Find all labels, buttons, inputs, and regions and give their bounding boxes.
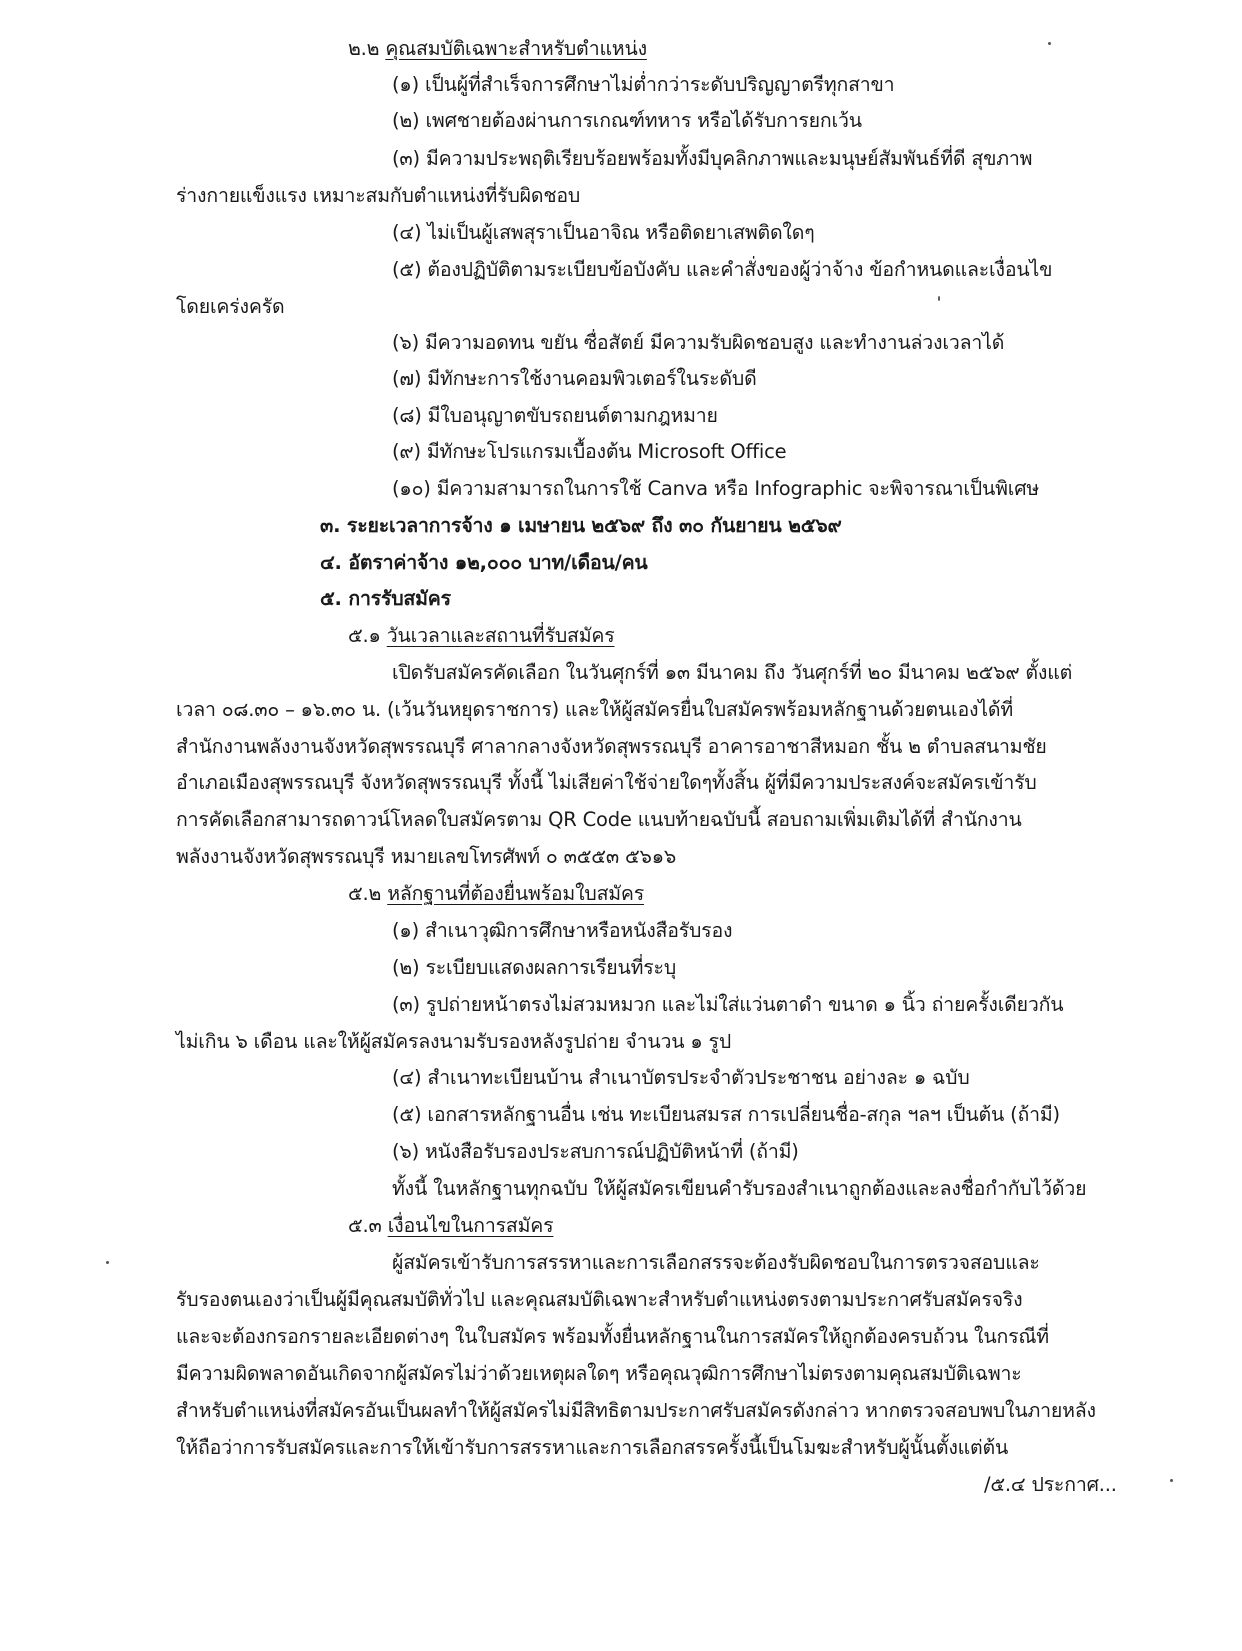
section-5-3-heading (348, 1212, 553, 1240)
section-3-employment-period: ๓. ระยะเวลาการจ้าง ๑ เมษายน ๒๕๖๙ ถึง ๓๐ กันยายน ๒๕๖๙ (320, 514, 842, 537)
qualification-item-6: (๖) มีความอดทน ขยัน ซื่อสัตย์ มีความรับผิดชอบสูง และทำงานล่วงเวลาได้ (392, 331, 1005, 354)
document-item-3-cont: ไม่เกิน ๖ เดือน และให้ผู้สมัครลงนามรับรองหลังรูปถ่าย จำนวน ๑ รูป (176, 1030, 732, 1053)
next-page-reference: /๕.๔ ประกาศ... (984, 1473, 1117, 1496)
paragraph-line: เปิดรับสมัครคัดเลือก ในวันศุกร์ที่ ๑๓ มีนาคม ถึง วันศุกร์ที่ ๒๐ มีนาคม ๒๕๖๙ ตั้งแต่ (392, 661, 1073, 684)
section-number: ๒.๒ (348, 37, 380, 60)
paragraph-line: เวลา ๐๘.๓๐ – ๑๖.๓๐ น. (เว้นวันหยุดราชการ) และให้ผู้สมัครยื่นใบสมัครพร้อมหลักฐานด้วยตนเองได้ที่ (176, 698, 1014, 721)
section-title: หลักฐานที่ต้องยื่นพร้อมใบสมัคร (387, 882, 645, 905)
paragraph-line: พลังงานจังหวัดสุพรรณบุรี หมายเลขโทรศัพท์ ๐ ๓๕๕๓ ๕๖๑๖ (176, 845, 677, 868)
scan-speck (938, 296, 940, 301)
document-note: ทั้งนี้ ในหลักฐานทุกฉบับ ให้ผู้สมัครเขียนคำรับรองสำเนาถูกต้องและลงชื่อกำกับไว้ด้วย (392, 1177, 1087, 1200)
section-5-1-heading (348, 622, 615, 650)
paragraph-line: สำนักงานพลังงานจังหวัดสุพรรณบุรี ศาลากลางจังหวัดสุพรรณบุรี อาคารอาชาสีหมอก ชั้น ๒ ตำบลสนามชัย (176, 735, 1047, 758)
section-5-2-heading (348, 880, 644, 908)
qualification-item-10: (๑๐) มีความสามารถในการใช้ Canva หรือ Infographic จะพิจารณาเป็นพิเศษ (392, 477, 1040, 500)
document-item-4: (๔) สำเนาทะเบียนบ้าน สำเนาบัตรประจำตัวประชาชน อย่างละ ๑ ฉบับ (392, 1066, 970, 1089)
qualification-item-4: (๔) ไม่เป็นผู้เสพสุราเป็นอาจิณ หรือติดยาเสพติดใดๆ (392, 221, 815, 244)
paragraph-line: และจะต้องกรอกรายละเอียดต่างๆ ในใบสมัคร พร้อมทั้งยื่นหลักฐานในการสมัครให้ถูกต้องครบถ้วน ในกรณีที่ (176, 1325, 1049, 1348)
scan-speck (106, 1261, 109, 1264)
qualification-item-1: (๑) เป็นผู้ที่สำเร็จการศึกษาไม่ต่ำกว่าระดับปริญญาตรีทุกสาขา (392, 73, 895, 96)
qualification-item-3: (๓) มีความประพฤติเรียบร้อยพร้อมทั้งมีบุคลิกภาพและมนุษย์สัมพันธ์ที่ดี สุขภาพ (392, 147, 1033, 170)
document-item-5: (๕) เอกสารหลักฐานอื่น เช่น ทะเบียนสมรส การเปลี่ยนชื่อ-สกุล ฯลฯ เป็นต้น (ถ้ามี) (392, 1103, 1060, 1126)
paragraph-line: การคัดเลือกสามารถดาวน์โหลดใบสมัครตาม QR Code แนบท้ายฉบับนี้ สอบถามเพิ่มเติมได้ที่ สำนักงาน (176, 808, 1022, 831)
paragraph-line: มีความผิดพลาดอันเกิดจากผู้สมัครไม่ว่าด้วยเหตุผลใดๆ หรือคุณวุฒิการศึกษาไม่ตรงตามคุณสมบัติเฉพาะ (176, 1362, 1022, 1385)
paragraph-line: อำเภอเมืองสุพรรณบุรี จังหวัดสุพรรณบุรี ทั้งนี้ ไม่เสียค่าใช้จ่ายใดๆทั้งสิ้น ผู้ที่มีความประสงค์จะสมัครเข้ารับ (176, 771, 1037, 794)
paragraph-line: ให้ถือว่าการรับสมัครและการให้เข้ารับการสรรหาและการเลือกสรรครั้งนี้เป็นโมฆะสำหรับผู้นั้นตั้งแต่ต้น (176, 1436, 1009, 1459)
qualification-item-5-cont: โดยเคร่งครัด (176, 295, 285, 318)
section-number: ๕.๒ (348, 882, 382, 905)
qualification-item-3-cont: ร่างกายแข็งแรง เหมาะสมกับตำแหน่งที่รับผิดชอบ (176, 184, 581, 207)
document-item-2: (๒) ระเบียบแสดงผลการเรียนที่ระบุ (392, 956, 676, 979)
paragraph-line: สำหรับตำแหน่งที่สมัครอันเป็นผลทำให้ผู้สมัครไม่มีสิทธิตามประกาศรับสมัครดังกล่าว หากตรวจสอบพบในภายหลัง (176, 1399, 1096, 1422)
section-2-2-heading (348, 35, 647, 63)
section-title: เงื่อนไขในการสมัคร (387, 1214, 554, 1237)
section-title: วันเวลาและสถานที่รับสมัคร (386, 624, 615, 647)
section-number: ๕.๓ (348, 1214, 382, 1237)
paragraph-line: รับรองตนเองว่าเป็นผู้มีคุณสมบัติทั่วไป และคุณสมบัติเฉพาะสำหรับตำแหน่งตรงตามประกาศรับสมัครจริง (176, 1288, 1023, 1311)
section-5-application: ๕. การรับสมัคร (320, 587, 451, 610)
section-4-wage-rate: ๔. อัตราค่าจ้าง ๑๒,๐๐๐ บาท/เดือน/คน (320, 551, 648, 574)
qualification-item-9: (๙) มีทักษะโปรแกรมเบื้องต้น Microsoft Office (392, 440, 787, 463)
scan-speck (1048, 42, 1051, 45)
qualification-item-7: (๗) มีทักษะการใช้งานคอมพิวเตอร์ในระดับดี (392, 367, 757, 390)
document-item-6: (๖) หนังสือรับรองประสบการณ์ปฏิบัติหน้าที่ (ถ้ามี) (392, 1140, 799, 1163)
section-title: คุณสมบัติเฉพาะสำหรับตำแหน่ง (385, 37, 647, 60)
qualification-item-8: (๘) มีใบอนุญาตขับรถยนต์ตามกฎหมาย (392, 404, 718, 427)
qualification-item-2: (๒) เพศชายต้องผ่านการเกณฑ์ทหาร หรือได้รับการยกเว้น (392, 109, 862, 132)
scan-speck (1170, 1479, 1173, 1482)
section-number: ๕.๑ (348, 624, 381, 647)
document-item-1: (๑) สำเนาวุฒิการศึกษาหรือหนังสือรับรอง (392, 919, 733, 942)
qualification-item-5: (๕) ต้องปฏิบัติตามระเบียบข้อบังคับ และคำสั่งของผู้ว่าจ้าง ข้อกำหนดและเงื่อนไข (392, 258, 1053, 281)
paragraph-line: ผู้สมัครเข้ารับการสรรหาและการเลือกสรรจะต้องรับผิดชอบในการตรวจสอบและ (392, 1251, 1040, 1274)
document-item-3: (๓) รูปถ่ายหน้าตรงไม่สวมหมวก และไม่ใส่แว่นตาดำ ขนาด ๑ นิ้ว ถ่ายครั้งเดียวกัน (392, 993, 1064, 1016)
